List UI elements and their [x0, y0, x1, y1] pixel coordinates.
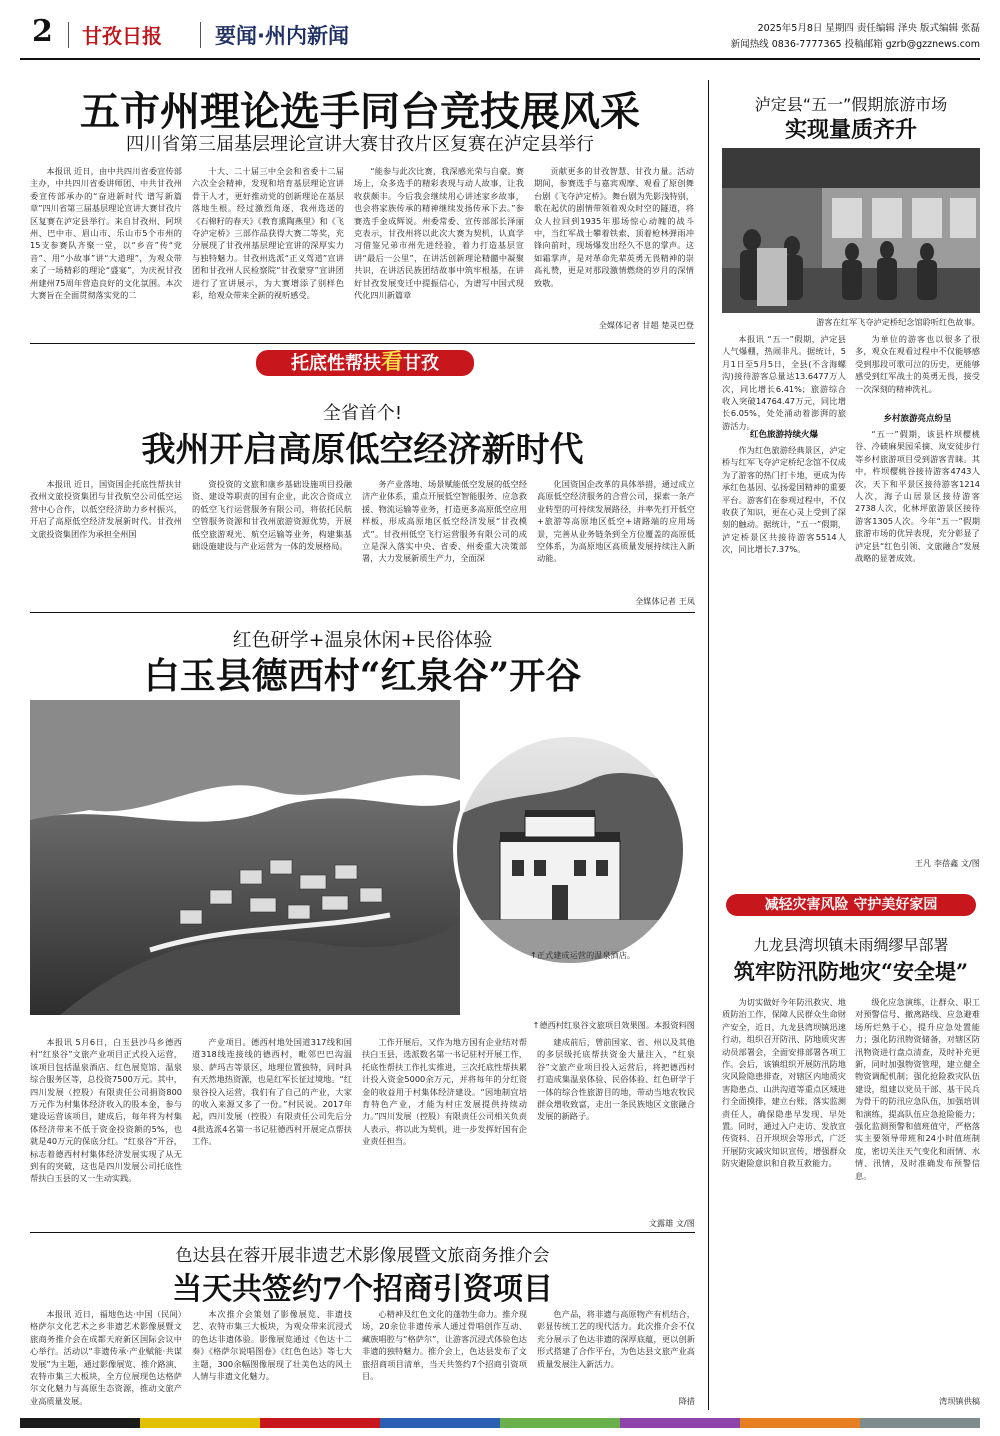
- color-swatch: [140, 1418, 260, 1428]
- story3-column-3: 工作开展后，又作为地方国有企业结对帮扶白玉县，选派数名第一书记驻村开展工作，托底性帮扶工作扎实推进，三次托底性帮扶累计投入资金5000余万元，并将每年的分红资金的收益用于村集体经济建设。“因地制宜培育特色产业，才能为村庄发展提供持续动力。”四川发展（控股）有限责任公司相关负责人表示，将以此为契机，进一步发挥好国有企业责任担当。: [362, 1037, 527, 1147]
- story1-title: 五市州理论选手同台竞技展风采: [80, 88, 640, 135]
- story4-column-1: 本报讯 近日，福地色达·中国（民间）格萨尔文化艺术之乡非遗艺术影像展暨文旅商务推介会在成都天府新区国际会议中心举行。活动以“非遗传承·产业赋能·共谋发展”为主题，通过影像展览、推介路演、农特市集三大板块，全方位展现色达格萨尔文化魅力与高原生态资源，推动文旅产业高质量发展。: [30, 1309, 182, 1406]
- story4-title: 当天共签约7个招商引资项目: [172, 1272, 553, 1307]
- story3-main-caption: ↑德西村红泉谷文旅项目效果图。本报资料图: [532, 1020, 695, 1030]
- story5-photo-caption: 游客在红军飞夺泸定桥纪念馆聆听红色故事。: [816, 317, 980, 327]
- story5-column-3: 作为红色旅游经典景区，泸定桥与红军飞夺泸定桥纪念馆不仅成为了游客的热门打卡地，更成为传承红色基因、弘扬爱国精神的重要平台。游客们在参观过程中，不仅收获了知识，更在心灵上受到了深刻的触动。据统计，“五一”假期，泸定桥景区共接待游客5514人次，同比增长7.37%。: [722, 445, 846, 555]
- story2-column-1: 本报讯 近日，国资国企托底性帮扶甘孜州文旅投资集团与甘孜航空公司低空运营中心合作，以低空经济助力乡村振兴，开启了高原低空经济发展新时代。甘孜州文旅投资集团作为承担全州国: [30, 479, 182, 539]
- story1-subtitle: 四川省第三届基层理论宣讲大赛甘孜片区复赛在泸定县举行: [126, 134, 594, 155]
- story3-column-2: 产业项目。德西村地处国道317线和国道318线连接线的德西村，毗邻巴巴沟温泉、萨玛吉等景区，地理位置独特，同时具有天然地热资源，也是红军长征过境地。“红泉谷投入运营，我们有了自己的产业，大家的收入来源又多了一份。”村民说。2017年起，四川发展（控股）有限责任公司先后分4批选派4名第一书记驻德西村开展定点帮扶工作。: [192, 1037, 352, 1147]
- story3-column-1: 本报讯 5月6日，白玉县沙马乡德西村“红泉谷”文旅产业项目正式投入运营，该项目包括温泉酒店、红色展览馆、温泉综合服务区等，总投资7500万元。其中，四川发展（控股）有限责任公司捐资800万元作为村集体经济收入的股本金，参与建设运营该项目，建成后，每年将为村集体经济带来不低于资金投资额的5%，也就是40万元的保底分红。“红泉谷”开谷，标志着德西村村集体经济发展实现了从无到有的突破，这也是四川发展公司托底性帮扶白玉县的又一生动实践。: [30, 1037, 182, 1184]
- story1-column-4: 贡献更多的甘孜智慧、甘孜力量。活动期间，参赛选手与嘉宾观摩、观看了原创舞台剧《飞夺泸定桥》。舞台剧为先影浅特别，歌在起伏的剧情带领着观众时空的隧道，将众人拉回到1935年那场惊心动魄的战斗中，当红军战士攀着铁索、顶着枪林弹雨冲锋向前时，现场爆发出经久不息的掌声。这如霜掌声，是对革命先辈英勇无畏精神的崇高礼赞，更是对那段激情燃烧的岁月的深情致敬。: [534, 166, 694, 288]
- section-rule: [30, 1232, 695, 1233]
- masthead: [20, 14, 980, 60]
- story6-column-2: 级化应急演练，让群众、职工对预警信号、撤离路线、应急避难场所烂熟于心，提升应急处置能力；强化防汛物资储备，对辖区防汛物资进行盘点清查，及时补充更新，同时加强物资管理，建立健全物资调配机制；强化抢险救灾队伍建设，组建以党员干部、基干民兵为骨干的防汛应急队伍，加强培训和演练，提高队伍应急抢险能力；强化监测预警和值班值守，严格落实主要领导带班和24小时值班制度，密切关注天气变化和雨情、水情、汛情，及时准确发布预警信息。: [855, 997, 980, 1181]
- section-rule: [30, 612, 695, 613]
- color-swatch: [260, 1418, 380, 1428]
- story5-title-line1: 泸定县“五一”假期旅游市场: [754, 95, 948, 114]
- story6-column-1: 为切实做好今年防汛救灾、地质防治工作，保障人民群众生命财产安全，近日，九龙县湾坝镇迅速行动，组织召开防汛、防地质灾害动员部署会，全面安排部署各项工作。会后，该镇组织开展防汛防地灾风险隐患排查，对辖区内地质灾害隐患点、山洪沟道等重点区域进行全面摸排，建立台账，落实监测责任人，确保隐患早发现、早处置。同时，通过入户走访、发放宣传资料、召开坝坝会等形式，广泛开展防灾减灾知识宣传，增强群众防灾避险意识和自救互救能力。: [722, 997, 846, 1169]
- story6-byline: 湾坝镇供稿: [939, 1396, 980, 1406]
- story3-kicker: 红色研学+温泉休闲+民俗体验: [232, 629, 493, 651]
- story4-column-4: 色产品，将非遗与高原物产有机结合，彰显传统工艺的现代活力。此次推介会不仅充分展示了色达非遗的深厚底蕴，更以创新形式搭建了合作平台，为色达县文旅产业高质量发展注入新活力。: [537, 1309, 695, 1369]
- color-swatch: [20, 1418, 140, 1428]
- section-title: 要闻·州内新闻: [215, 24, 349, 48]
- disaster-prevention-banner: 减轻灾害风险 守护美好家园: [726, 894, 976, 916]
- paper-logo: 甘孜日报: [82, 24, 162, 48]
- story2-title: 我州开启高原低空经济新时代: [141, 430, 584, 470]
- divider: [200, 22, 201, 48]
- story5-subheading-1: 红色旅游持续火爆: [749, 430, 818, 440]
- story2-column-3: 务产业落地、场景赋能低空发展的低空经济产业体系，重点开展低空智能服务、应急救援、物流运输等业务，打造更多高原低空应用样板，形成高原地区低空经济发展“甘孜模式”。甘孜州低空飞行运营服务有限公司的成立是深入落实中央、省委、州委重大决策部署，大力发展新质生产力，全面深: [362, 479, 527, 564]
- story5-column-4: “五一”假期，该县杵坝樱桃谷、冷碛麻果园采摘、岚安徒步行等乡村旅游项目受到游客青睐。其中，杵坝樱桃谷接待游客4743人次，天下和平景区接待游客1214人次，海子山居景区接待游客2738人次，化林坪旅游景区接待游客1305人次。今年“五一”假期旅游市场的优异表现，充分彰显了泸定县“红色引领、文旅融合”发展战略的显著成效。: [855, 429, 980, 564]
- story1-byline: 全媒体记者 甘超 楚灵巴登: [598, 320, 694, 330]
- color-swatch: [620, 1418, 740, 1428]
- divider: [68, 22, 69, 48]
- color-swatch: [740, 1418, 860, 1428]
- story4-kicker: 色达县在蓉开展非遗艺术影像展暨文旅商务推介会: [175, 1246, 550, 1266]
- story2-column-4: 化国资国企改革的具体举措，通过成立高原低空经济服务的合营公司，探索一条产业转型的可持续发展路径，并率先打开低空+旅游等高原地区低空+诸路端的应用场景，完善从业务链条到全方位覆盖的高原低空体系，为高原地区高质量发展持续注入新动能。: [537, 479, 695, 564]
- contact-line: 新闻热线 0836-7777365 投稿邮箱 gzrb@gzznews.com: [730, 39, 980, 50]
- story4-column-2: 本次推介会策划了影像展览、非遗技艺、农特市集三大板块，为观众带来沉浸式的色达非遗体验。影像展览通过《色达十二奏》《格萨尔说唱图卷》《红色色达》等七大主题，300余幅图像展现了壮美色达的风土人情与非遗文化魅力。: [192, 1309, 352, 1382]
- color-swatch: [500, 1418, 620, 1428]
- section-rule: [30, 343, 695, 344]
- story4-byline: 降措: [678, 1396, 695, 1406]
- banner-accent-character: 看: [380, 350, 403, 375]
- village-aerial-image: [30, 700, 695, 1015]
- color-registration-bar: [20, 1418, 980, 1428]
- story3-photo: [30, 700, 695, 1015]
- column-rule: [708, 80, 709, 1410]
- story5-subheading-2: 乡村旅游亮点纷呈: [883, 414, 952, 424]
- museum-visitors-image: [722, 148, 980, 313]
- story5-byline: 王凡 李蓓鑫 文/图: [914, 858, 980, 868]
- color-swatch: [860, 1418, 980, 1428]
- story3-inset-caption: ↑正式建成运营的温泉酒店。: [530, 950, 636, 960]
- date-line: 2025年5月8日 星期四 责任编辑 泽央 版式编辑 张磊: [757, 23, 980, 34]
- story6-kicker: 九龙县湾坝镇未雨绸缪早部署: [753, 936, 949, 954]
- story5-photo: [722, 148, 980, 313]
- story5-column-1: 本报讯 “五一”假期，泸定县人气爆棚，热闹非凡。据统计，5月1日至5月5日，全县(不含海螺沟)接待游客总量达13.6477万人次，同比增长6.41%；旅游综合收入突破14764.47万元，同比增长6.05%，处处涌动着澎湃的旅游活力。: [722, 334, 846, 431]
- story5-column-2: 为单位的游客也以很多了很多，观众在观看过程中不仅能够感受到那段可歌可泣的历史，更能够感受到红军战士的英勇无畏，接受一次深刻的精神洗礼。: [855, 334, 980, 394]
- story5-title-line2: 实现量质齐升: [784, 117, 917, 143]
- theme-banner: 托底性帮扶看甘孜: [256, 350, 474, 376]
- page-number: 2: [32, 14, 53, 49]
- story2-byline: 全媒体记者 王凤: [635, 596, 695, 606]
- story2-column-2: 资投资的文旅和康乡基础设施项目投融资、建设等职责的国有企业，此次合资成立的低空飞行运营服务有限公司，将依托民航空管服务资源和甘孜州旅游资源优势，开展低空旅游观光、航空运输等业务，构建集基础设施建设与产业运营为一体的发展格局。: [192, 479, 352, 552]
- story1-column-1: 本报讯 近日，由中共四川省委宣传部主办，中共四川省委讲师团、中共甘孜州委宣传部承办的“奋进新时代 谱写新篇章”四川省第三届基层理论宣讲大赛甘孜片区复赛在泸定县举行。来自甘孜州、阿坝州、巴中市、眉山市、乐山市5个市州的15支参赛队齐聚一堂，以“乡音”传“党音”、用“小故事”讲“大道理”，为观众带来了一场精彩的理论“盛宴”，为庆祝甘孜州建州75周年营造良好的文化氛围。本次大赛旨在全面贯彻落实党的二: [30, 166, 182, 301]
- story3-title: 白玉县德西村“红泉谷”开谷: [143, 655, 582, 697]
- story3-column-4: 建成前后，曾前国家、省、州以及其他的多层级托底帮扶资金大量注入，“红泉谷”文旅产业项目投入运营后，将把德西村打造成集温泉体验、民俗体验、红色研学于一体的综合性旅游目的地，带动当地农牧民群众增收致富，走出一条民族地区文旅融合发展的新路子。: [537, 1037, 695, 1122]
- story4-column-3: 心精神及红色文化的蓬勃生命力。推介现场，20余位非遗传承人通过骨唱创作互动、藏族唱腔与“格萨尔”，让游客沉浸式体验色达非遗的独特魅力。推介会上，色达县发布了文旅招商项目清单，当天共签约7个招商引资项目。: [362, 1309, 527, 1382]
- story3-byline: 文露雄 文/图: [648, 1218, 695, 1228]
- story2-kicker: 全省首个!: [322, 403, 403, 424]
- story6-title: 筑牢防汛防地灾“安全堤”: [733, 959, 969, 984]
- story1-column-3: “能参与此次比赛，我深感光荣与自豪。赛场上，众多选手的精彩表现与动人故事，让我收获颇丰。今后我会继续用心讲述家乡故事，也会将家族传承的精神继续发扬传承下去。”参赛选手金成辉说。州委常委、宣传部部长泽丽克表示，甘孜州将以此次大赛为契机，认真学习借鉴兄弟市州先进经验，着力打造基层宣讲“最后一公里”，在讲活创新理论精髓中凝聚共识，在讲活民族团结故事中筑牢根基，在讲好甘孜发展变迁中提振信心，为谱写中国式现代化四川新篇章: [354, 166, 524, 301]
- story1-column-2: 十大、二十届三中全会和省委十二届六次全会精神，发现和培育基层理论宣讲骨干人才，更好推动党的创新理论在基层落地生根。经过激烈角逐，我州选送的《石棉籽的春天》《教育熏陶燕里》和《飞夺泸定桥》三部作品获得大赛二等奖，充分展现了甘孜州基层理论宣讲的深厚实力与独特魅力。甘孜州选派“正义驾道”宣讲团和甘孜州人民检察院“甘孜蒙穿”宣讲团进行了宣讲展示，为大赛增添了别样色彩，给观众带来全新的视听感受。: [192, 166, 344, 301]
- color-swatch: [380, 1418, 500, 1428]
